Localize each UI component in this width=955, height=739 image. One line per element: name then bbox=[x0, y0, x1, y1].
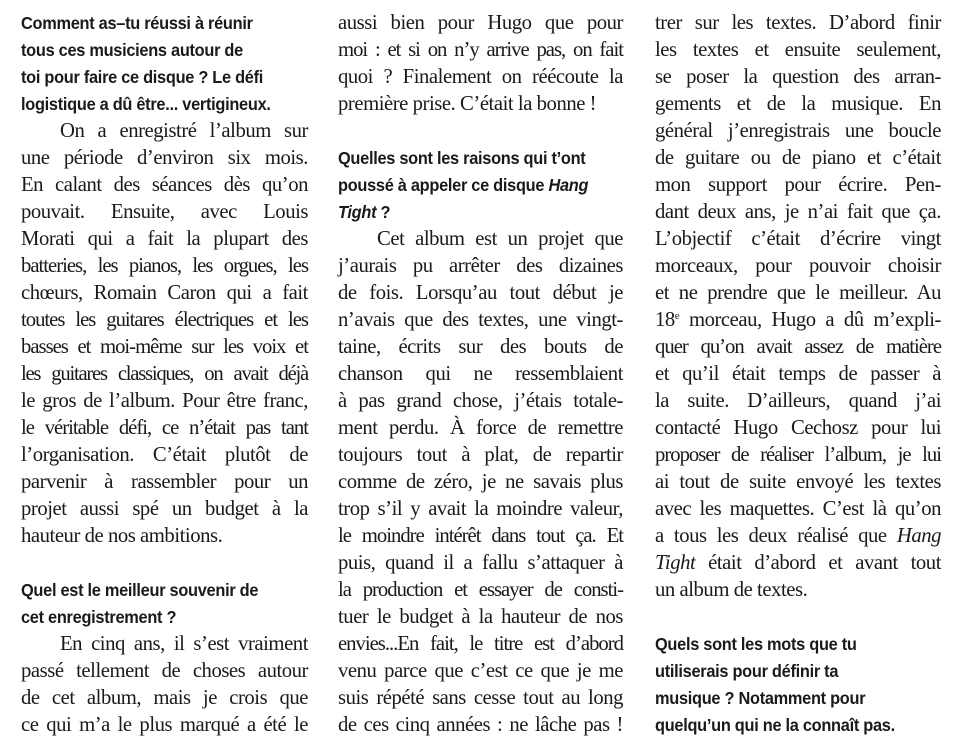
text-line: aussi bien pour Hugo que pour bbox=[338, 12, 623, 34]
line-text: morceau, Hugo a dû m’expli- bbox=[679, 309, 941, 331]
text-line: contacté Hugo Cechosz pour lui bbox=[655, 417, 941, 439]
text-line: l’organisation. C’était plutôt de bbox=[21, 444, 308, 466]
text-line: parvenir à rassembler pour un bbox=[21, 471, 308, 493]
text-line: un album de textes. bbox=[655, 579, 808, 601]
text-line: première prise. C’était la bonne ! bbox=[338, 93, 597, 115]
question-line: Quelles sont les raisons qui t’ont bbox=[338, 148, 586, 168]
text-line: En calant des séances dès qu’on bbox=[21, 174, 308, 196]
text-line: dant deux ans, je n’ai fait que ça. bbox=[655, 201, 941, 223]
text-line: de cet album, mais je crois que bbox=[21, 687, 308, 709]
text-line: passé tellement de choses autour bbox=[21, 660, 308, 682]
line-text: était d’abord et avant tout bbox=[695, 552, 941, 574]
text-line: taine, écrits sur des bouts de bbox=[338, 336, 623, 358]
question-line bbox=[338, 202, 390, 222]
text-line: hauteur de nos ambitions. bbox=[21, 525, 223, 547]
ordinal-number: 18 bbox=[655, 309, 675, 331]
text-line: puis, quand il a fallu s’attaquer à bbox=[338, 552, 623, 574]
text-line: gements et de la musique. En bbox=[655, 93, 941, 115]
interview-question-4 bbox=[655, 631, 924, 739]
question-line: musique ? Notamment pour bbox=[655, 688, 866, 708]
text-line: quer qu’on avait assez de matière bbox=[655, 336, 941, 358]
album-title: Hang bbox=[548, 175, 589, 195]
text-line: la suite. D’ailleurs, quand j’ai bbox=[655, 390, 941, 412]
answer-paragraph-3 bbox=[338, 226, 623, 739]
column-3 bbox=[655, 10, 941, 739]
text-line: ce qui m’a le plus marqué a été le bbox=[21, 714, 308, 736]
answer-paragraph-1 bbox=[21, 118, 308, 550]
column-2 bbox=[338, 10, 623, 739]
question-line: toi pour faire ce disque ? Le défi bbox=[21, 67, 264, 87]
text-line: Morati qui a fait la plupart des bbox=[21, 228, 308, 250]
text-line bbox=[655, 550, 941, 577]
text-line: chœurs, Romain Caron qui a fait bbox=[21, 282, 308, 304]
column-1 bbox=[21, 10, 308, 739]
interview-question-1 bbox=[21, 10, 291, 118]
text-line: morceaux, pour pouvoir choisir bbox=[655, 255, 941, 277]
text-line: ai tout de suite envoyé les textes bbox=[655, 471, 941, 493]
text-line bbox=[655, 307, 941, 334]
interview-question-2 bbox=[21, 577, 291, 631]
question-text: poussé à appeler ce disque bbox=[338, 175, 545, 195]
text-line: L’objectif c’était d’écrire vingt bbox=[655, 228, 941, 250]
text-line: les guitares classiques, on avait déjà bbox=[21, 363, 308, 385]
line-text: a tous les deux réalisé que bbox=[655, 525, 897, 547]
text-line: venu parce que c’est ce que je me bbox=[338, 660, 623, 682]
album-title: Hang bbox=[896, 525, 941, 547]
album-title: Tight bbox=[655, 552, 696, 574]
text-line: mon support pour écrire. Pen- bbox=[655, 174, 941, 196]
text-line: n’avais que des textes, une vingt- bbox=[338, 309, 623, 331]
question-line: quelqu’un qui ne la connaît pas. bbox=[655, 715, 895, 735]
text-line: se poser la question des arran- bbox=[655, 66, 941, 88]
text-line: la production et essayer de consti- bbox=[338, 579, 623, 601]
album-title: Tight bbox=[338, 202, 377, 222]
text-line: proposer de réaliser l’album, je lui bbox=[655, 444, 941, 466]
text-line: pouvait. Ensuite, avec Louis bbox=[21, 201, 308, 223]
text-line: le gros de l’album. Pour être franc, bbox=[21, 390, 308, 412]
text-line: batteries, les pianos, les orgues, les bbox=[21, 255, 308, 277]
text-line: comme de zéro, je ne savais plus bbox=[338, 471, 623, 493]
question-line: tous ces musiciens autour de bbox=[21, 40, 243, 60]
text-line: toutes les guitares électriques et les bbox=[21, 309, 308, 331]
text-line: une période d’environ six mois. bbox=[21, 147, 308, 169]
text-line: à pas grand chose, j’étais totale- bbox=[338, 390, 623, 412]
text-line: tuer le budget à la hauteur de nos bbox=[338, 606, 623, 628]
question-line: logistique a dû être... vertigineux. bbox=[21, 94, 271, 114]
interview-question-3 bbox=[338, 145, 606, 226]
text-line: Cet album est un projet que bbox=[377, 228, 623, 250]
text-line: projet aussi spé un budget à la bbox=[21, 498, 308, 520]
text-line: toujours tout à plat, de repartir bbox=[338, 444, 623, 466]
text-line: et qu’il était temps de passer à bbox=[655, 363, 941, 385]
question-line bbox=[338, 175, 588, 195]
text-line: et ne prendre que le meilleur. Au bbox=[655, 282, 941, 304]
question-line: Quel est le meilleur souvenir de bbox=[21, 580, 259, 600]
text-line: trer sur les textes. D’abord finir bbox=[655, 12, 941, 34]
ordinal-suffix: e bbox=[674, 310, 680, 322]
text-line: de guitare ou de piano et c’était bbox=[655, 147, 941, 169]
text-line: En cinq ans, il s’est vraiment bbox=[60, 633, 308, 655]
text-line: quoi ? Finalement on réécoute la bbox=[338, 66, 623, 88]
text-line: On a enregistré l’album sur bbox=[60, 120, 308, 142]
text-line: général j’enregistrais une boucle bbox=[655, 120, 941, 142]
text-line: j’aurais pu arrêter des dizaines bbox=[338, 255, 623, 277]
text-line: moi : et si on n’y arrive pas, on fait bbox=[338, 39, 623, 61]
text-line: chanson qui ne ressemblaient bbox=[338, 363, 623, 385]
answer-paragraph-continued bbox=[338, 10, 623, 118]
text-line: le moindre intérêt dans tout ça. Et bbox=[338, 525, 623, 547]
text-line: suis répété sans cesse tout au long bbox=[338, 687, 623, 709]
text-line: trop s’il y avait la moindre valeur, bbox=[338, 498, 623, 520]
text-line bbox=[655, 523, 941, 550]
text-line: envies...En fait, le titre est d’abord bbox=[338, 633, 623, 655]
question-line: Comment as–tu réussi à réunir bbox=[21, 13, 253, 33]
question-line: utiliserais pour définir ta bbox=[655, 661, 839, 681]
text-line: avec les maquettes. C’est là qu’on bbox=[655, 498, 941, 520]
question-text: ? bbox=[376, 202, 391, 222]
text-line: ment perdu. À force de remettre bbox=[338, 417, 623, 439]
answer-paragraph-continued-2 bbox=[655, 10, 941, 604]
text-line: basses et moi-même sur les voix et bbox=[21, 336, 308, 358]
text-line: de ces cinq années : ne lâche pas ! bbox=[338, 714, 623, 736]
text-line: de fois. Lorsqu’au tout début je bbox=[338, 282, 623, 304]
answer-paragraph-2 bbox=[21, 631, 308, 739]
question-line: cet enregistrement ? bbox=[21, 607, 177, 627]
question-line: Quels sont les mots que tu bbox=[655, 634, 857, 654]
text-line: le véritable défi, ce n’était pas tant bbox=[21, 417, 308, 439]
text-line: les textes et ensuite seulement, bbox=[655, 39, 941, 61]
